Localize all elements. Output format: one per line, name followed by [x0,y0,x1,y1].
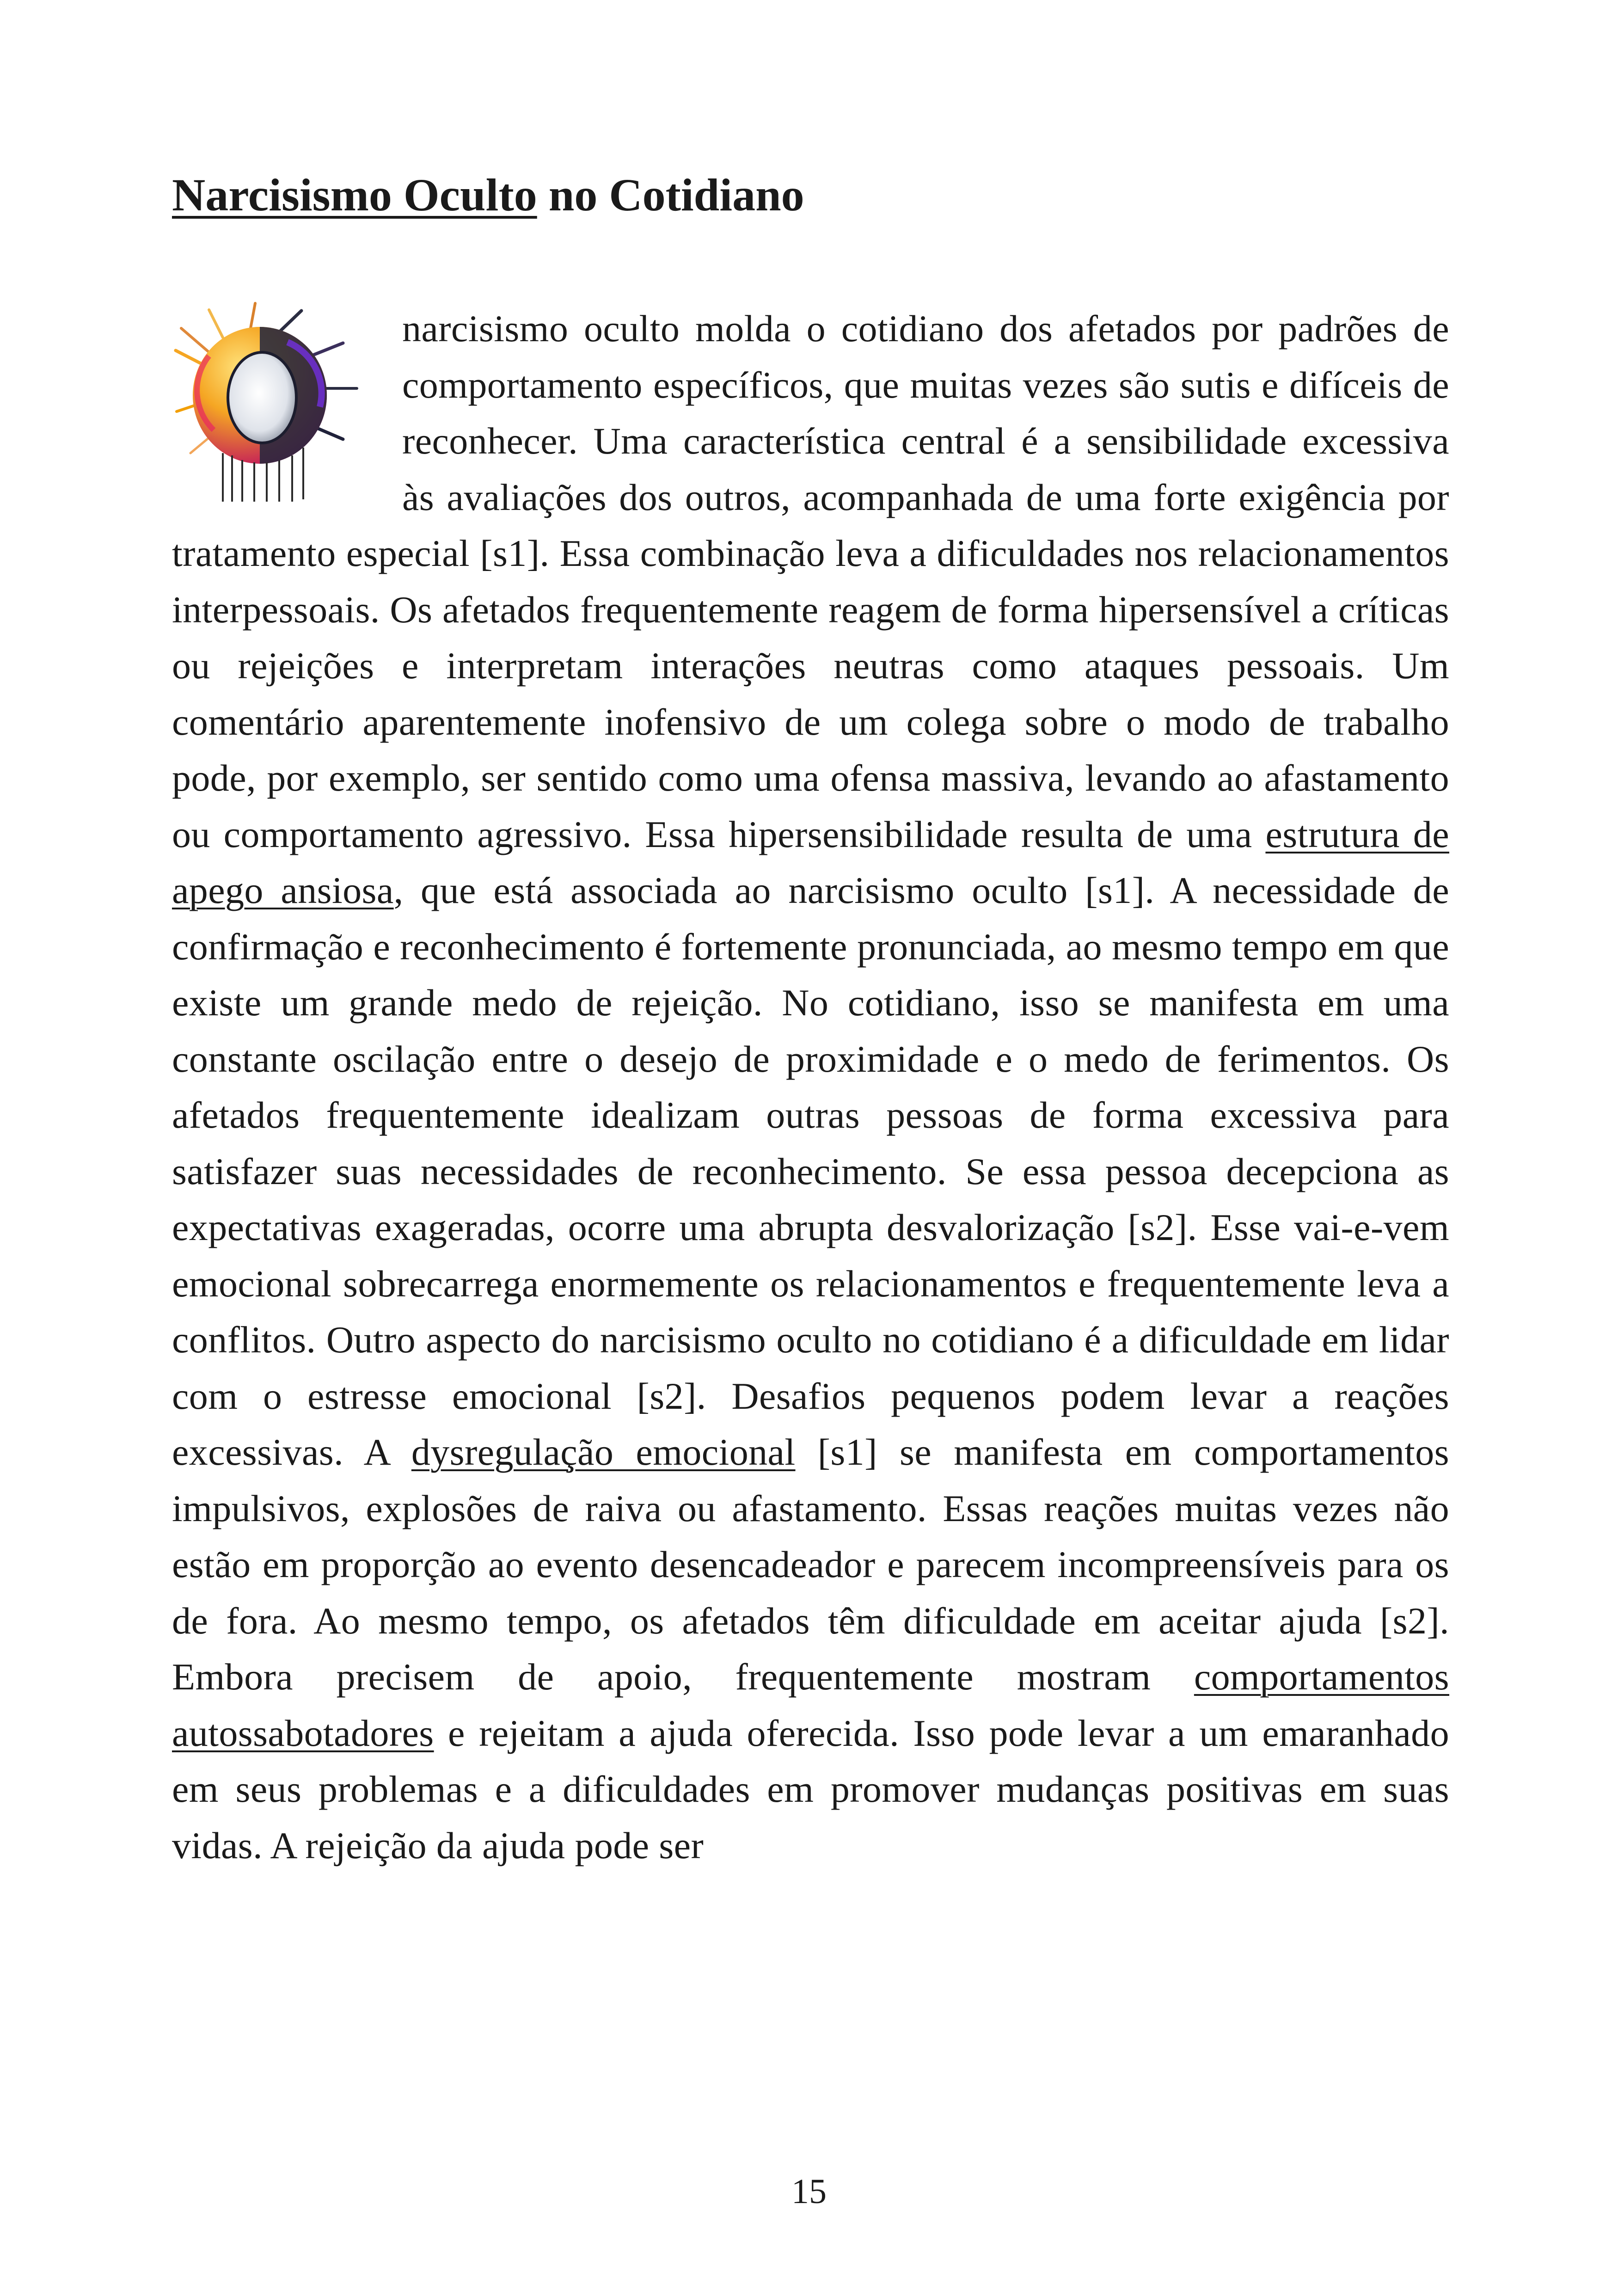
heading-underlined-part: Narcisismo Oculto [172,169,537,221]
link-dysregulacao-emocional[interactable]: dysregulação emocional [411,1431,796,1473]
paragraph-text-2: , que está associada ao narcisismo oculto [s1]. A necessidade de confirmação e reconhecimento é fortemente pronunciada, ao mesmo tempo em que existe um grande medo de rejeição. No cotidiano, isso se manifesta em uma constante oscilação entre o desejo de proximidade e o medo de ferimentos. Os afetados frequentemente idealizam outras pessoas de forma excessiva para satisfazer suas necessidades de reconhecimento. Se essa pessoa decepciona as expectativas exageradas, ocorre uma abrupta desvalorização [s2]. Esse vai-e-vem emocional sobrecarrega enormemente os relacionamentos e frequentemente leva a conflitos. Outro aspecto do narcisismo oculto no cotidiano é a dificuldade em lidar com o estresse emocional [s2]. Desafios pequenos podem levar a reações excessivas. A [172,869,1450,1473]
section-heading [172,167,804,223]
body-paragraph [172,301,1449,1873]
paragraph-text-4: e rejeitam a ajuda oferecida. Isso pode levar a um emaranhado em seus problemas e a dificuldades em promover mudanças positivas em suas vidas. A rejeição da ajuda pode ser [172,1712,1449,1866]
ornate-letter-o-icon [172,301,394,504]
paragraph-text-3: [s1] se manifesta em comportamentos impulsivos, explosões de raiva ou afastamento. Essas reações muitas vezes não estão em proporção ao evento desencadeador e parecem incompreensíveis para os de fora. Ao mesmo tempo, os afetados têm dificuldade em aceitar ajuda [s2]. Embora precisem de apoio, frequentemente mostram [172,1431,1449,1698]
link-comportamentos-autossabotadores[interactable]: comportamentos autossabotadores [172,1656,1449,1754]
heading-rest: no Cotidiano [537,169,804,221]
paragraph-text-1: narcisismo oculto molda o cotidiano dos afetados por padrões de comportamento específicos, que muitas vezes são sutis e difíceis de reconhecer. Uma característica central é a sensibilidade excessiva às avaliações dos outros, acompanhada de uma forte exigência por tratamento especial [s1]. Essa combinação leva a dificuldades nos relacionamentos interpessoais. Os afetados frequentemente reagem de forma hipersensível a críticas ou rejeições e interpretam interações neutras como ataques pessoais. Um comentário aparentemente inofensivo de um colega sobre o modo de trabalho pode, por exemplo, ser sentido como uma ofensa massiva, levando ao afastamento ou comportamento agressivo. Essa hipersensibilidade resulta de uma [172,307,1449,855]
drop-cap [172,301,394,504]
page-number: 15 [791,2172,827,2211]
link-estrutura-de-apego-ansiosa[interactable]: estrutura de apego ansiosa [172,813,1449,911]
